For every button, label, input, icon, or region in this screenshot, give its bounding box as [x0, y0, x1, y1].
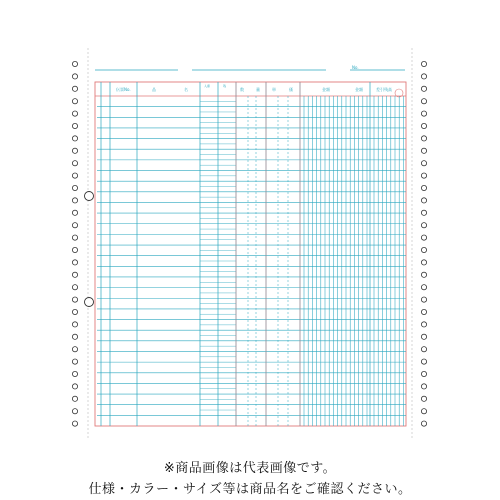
feed-hole	[72, 161, 77, 166]
feed-hole	[72, 173, 77, 178]
feed-hole	[72, 285, 77, 290]
feed-hole	[421, 247, 426, 252]
feed-hole	[72, 247, 77, 252]
feed-hole	[421, 272, 426, 277]
caption-representative-image: ※商品画像は代表画像です。	[163, 461, 337, 476]
col-header-quantity-1: 数	[240, 87, 244, 92]
feed-hole	[72, 322, 77, 327]
feed-hole	[421, 223, 426, 228]
feed-hole	[421, 334, 426, 339]
feed-hole	[421, 210, 426, 215]
feed-hole	[72, 136, 77, 141]
col-header-amount-right: 金額	[355, 87, 363, 92]
col-header-stock: 残	[223, 84, 227, 88]
feed-hole	[421, 123, 426, 128]
feed-hole	[72, 371, 77, 376]
feed-hole	[421, 309, 426, 314]
feed-hole	[421, 61, 426, 66]
feed-hole	[72, 235, 77, 240]
feed-hole	[421, 322, 426, 327]
feed-hole	[72, 185, 77, 190]
feed-hole	[72, 421, 77, 426]
feed-hole	[421, 285, 426, 290]
feed-hole	[72, 359, 77, 364]
feed-hole	[421, 396, 426, 401]
feed-hole	[421, 111, 426, 116]
binding-hole-bottom	[85, 298, 94, 307]
feed-hole	[421, 173, 426, 178]
col-header-item-2: 名	[184, 87, 188, 92]
feed-hole	[72, 148, 77, 153]
feed-hole	[72, 334, 77, 339]
feed-hole	[72, 198, 77, 203]
feed-hole	[72, 61, 77, 66]
feed-hole	[72, 347, 77, 352]
caption-check-specs: 仕様・カラー・サイズ等は商品名をご確認ください。	[88, 482, 412, 497]
feed-hole	[421, 136, 426, 141]
header-no-label: No.	[352, 65, 359, 70]
col-header-in-out: 入庫	[204, 84, 211, 88]
feed-hole	[421, 148, 426, 153]
feed-hole	[72, 297, 77, 302]
feed-hole	[72, 86, 77, 91]
col-header-amount-left: 金額	[322, 87, 330, 92]
feed-hole	[72, 74, 77, 79]
feed-hole	[72, 384, 77, 389]
col-header-slip-no: 伝票No.	[116, 87, 131, 92]
feed-hole	[421, 235, 426, 240]
feed-hole	[421, 161, 426, 166]
feed-hole	[72, 99, 77, 104]
feed-hole	[421, 347, 426, 352]
binding-hole-top	[85, 192, 94, 201]
feed-hole	[421, 198, 426, 203]
feed-hole	[72, 123, 77, 128]
col-header-item-1: 品	[152, 87, 156, 92]
feed-hole	[72, 260, 77, 265]
feed-hole	[421, 260, 426, 265]
col-header-unit-price-2: 価	[289, 87, 293, 92]
feed-hole	[421, 371, 426, 376]
feed-hole	[72, 111, 77, 116]
col-header-quantity-2: 量	[256, 87, 260, 92]
feed-hole	[421, 421, 426, 426]
feed-hole	[421, 86, 426, 91]
feed-hole	[421, 99, 426, 104]
feed-hole	[421, 297, 426, 302]
feed-hole	[72, 223, 77, 228]
feed-hole	[421, 359, 426, 364]
feed-hole	[72, 409, 77, 414]
feed-hole	[72, 272, 77, 277]
feed-hole	[72, 210, 77, 215]
col-header-unit-price-1: 単	[272, 87, 276, 92]
feed-hole	[421, 384, 426, 389]
feed-hole	[421, 74, 426, 79]
feed-hole	[421, 409, 426, 414]
feed-hole	[72, 309, 77, 314]
feed-hole	[421, 185, 426, 190]
feed-hole	[72, 396, 77, 401]
col-header-balance: 差引残高	[376, 87, 392, 92]
